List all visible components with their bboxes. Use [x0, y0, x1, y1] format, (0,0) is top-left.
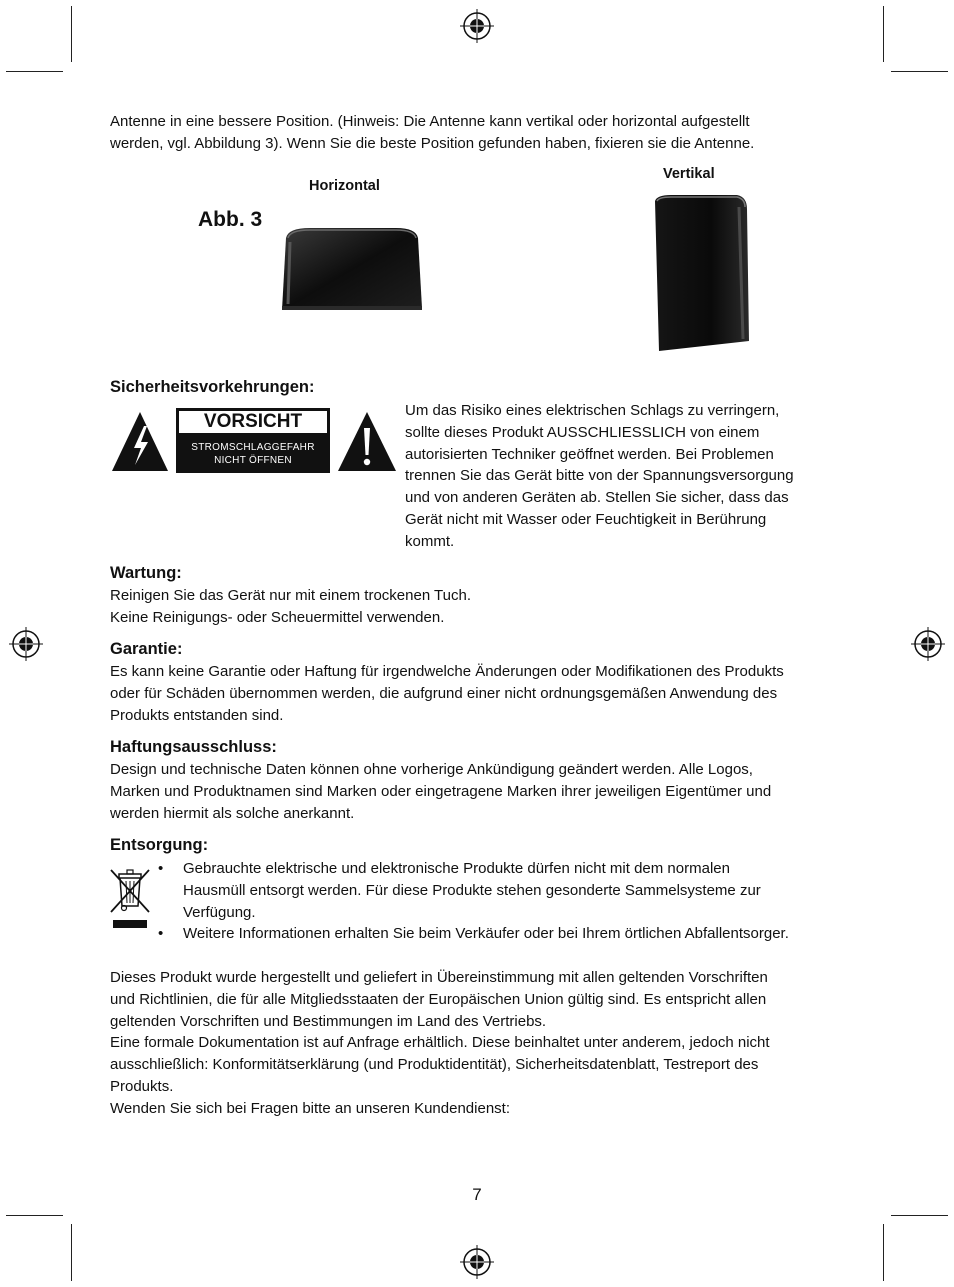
warranty-line: Produkts entstanden sind. [110, 706, 284, 724]
safety-line: trennen Sie das Gerät bitte von der Spannungsversorgung [405, 467, 794, 485]
disposal-bullet-1 [183, 858, 853, 923]
vertical-label: Vertikal [663, 166, 715, 182]
registration-mark-icon [460, 9, 494, 43]
crop-mark [71, 6, 72, 62]
safety-line: sollte dieses Produkt AUSSCHLIESSLICH von einem [405, 423, 760, 441]
weee-crossed-bin-icon [108, 866, 152, 930]
caution-title: VORSICHT [177, 409, 329, 435]
intro-paragraph [110, 111, 850, 155]
antenna-vertical-image [651, 193, 751, 351]
safety-line: und von anderen Geräten ab. Stellen Sie sicher, dass das [405, 489, 789, 507]
disposal-line: Gebrauchte elektrische und elektronische Produkte dürfen nicht mit dem normalen [183, 860, 730, 877]
crop-mark [883, 1224, 884, 1281]
warranty-line: oder für Schäden übernommen werden, die aufgrund einer nicht ordnungsgemäßen Anwendung des [110, 684, 778, 702]
compliance-line: Dieses Produkt wurde hergestellt und geliefert in Übereinstimmung mit allen geltenden Vorschriften [110, 969, 768, 986]
caution-line: STROMSCHLAGGEFAHR [191, 442, 315, 453]
bullet-marker: • [158, 925, 164, 942]
warranty-line: Es kann keine Garantie oder Haftung für irgendwelche Änderungen oder Modifikationen des Produkts [110, 663, 784, 680]
electric-shock-warning-icon [110, 410, 170, 473]
intro-line: Antenne in eine bessere Position. (Hinweis: Die Antenne kann vertikal oder horizontal aufgestellt [110, 113, 750, 130]
maintenance-line: Reinigen Sie das Gerät nur mit einem trockenen Tuch. [110, 587, 472, 604]
compliance-text [110, 967, 850, 1120]
antenna-horizontal-image [280, 224, 424, 312]
crop-mark [891, 1215, 948, 1216]
disposal-heading: Entsorgung: [110, 836, 209, 854]
maintenance-text [110, 585, 850, 629]
disclaimer-line: Design und technische Daten können ohne vorherige Ankündigung geändert werden. Alle Logos, [110, 761, 753, 778]
horizontal-label: Horizontal [309, 178, 380, 194]
maintenance-line: Keine Reinigungs- oder Scheuermittel verwenden. [110, 608, 445, 626]
bullet-marker: • [158, 860, 164, 877]
disposal-line: Hausmüll entsorgt werden. Für diese Produkte stehen gesonderte Sammelsysteme zur [183, 881, 761, 899]
safety-line: Um das Risiko eines elektrischen Schlags zu verringern, [405, 402, 780, 419]
compliance-line: geltenden Vorschriften und Bestimmungen im Land des Vertriebs. [110, 1012, 547, 1030]
crop-mark [6, 1215, 63, 1216]
compliance-line: ausschließlich: Konformitätserklärung (und Produktidentität), Sicherheitsdatenblatt, Testreport des [110, 1056, 759, 1074]
registration-mark-icon [911, 627, 945, 661]
safety-line: autorisierten Techniker geöffnet werden. Bei Problemen [405, 445, 774, 463]
safety-line: Gerät nicht mit Wasser oder Feuchtigkeit in Berührung [405, 510, 767, 528]
disclaimer-line: werden hiermit als solche anerkannt. [110, 804, 355, 822]
exclamation-warning-icon [336, 410, 398, 473]
intro-line: werden, vgl. Abbildung 3). Wenn Sie die beste Position gefunden haben, fixieren sie die Antenne. [110, 134, 755, 152]
safety-text [405, 400, 845, 553]
disclaimer-line: Marken und Produktnamen sind Marken oder eingetragene Marken ihrer jeweiligen Eigentümer und [110, 782, 772, 800]
crop-mark [6, 71, 63, 72]
compliance-line: Eine formale Dokumentation ist auf Anfrage erhältlich. Diese beinhaltet unter anderem, jedoch nicht [110, 1034, 770, 1052]
crop-mark [891, 71, 948, 72]
figure-label: Abb. 3 [198, 208, 263, 231]
registration-mark-icon [460, 1245, 494, 1279]
safety-line: kommt. [405, 532, 455, 550]
page-number: 7 [472, 1185, 482, 1204]
safety-heading: Sicherheitsvorkehrungen: [110, 378, 315, 396]
warranty-text [110, 661, 850, 726]
crop-mark [883, 6, 884, 62]
compliance-line: Wenden Sie sich bei Fragen bitte an unseren Kundendienst: [110, 1099, 510, 1117]
compliance-line: und Richtlinien, die für alle Mitgliedsstaaten der Europäischen Union gültig sind. Es entspricht allen [110, 990, 767, 1008]
crop-mark [71, 1224, 72, 1281]
registration-mark-icon [9, 627, 43, 661]
disclaimer-text [110, 759, 850, 824]
disposal-line: Verfügung. [183, 903, 256, 921]
maintenance-heading: Wartung: [110, 564, 182, 582]
caution-box [176, 408, 330, 473]
warranty-heading: Garantie: [110, 640, 183, 658]
disposal-bullet-2: Weitere Informationen erhalten Sie beim Verkäufer oder bei Ihrem örtlichen Abfallentsorger. [183, 925, 789, 942]
compliance-line: Produkts. [110, 1077, 174, 1095]
caution-line: NICHT ÖFFNEN [214, 455, 292, 466]
disclaimer-heading: Haftungsausschluss: [110, 738, 277, 756]
